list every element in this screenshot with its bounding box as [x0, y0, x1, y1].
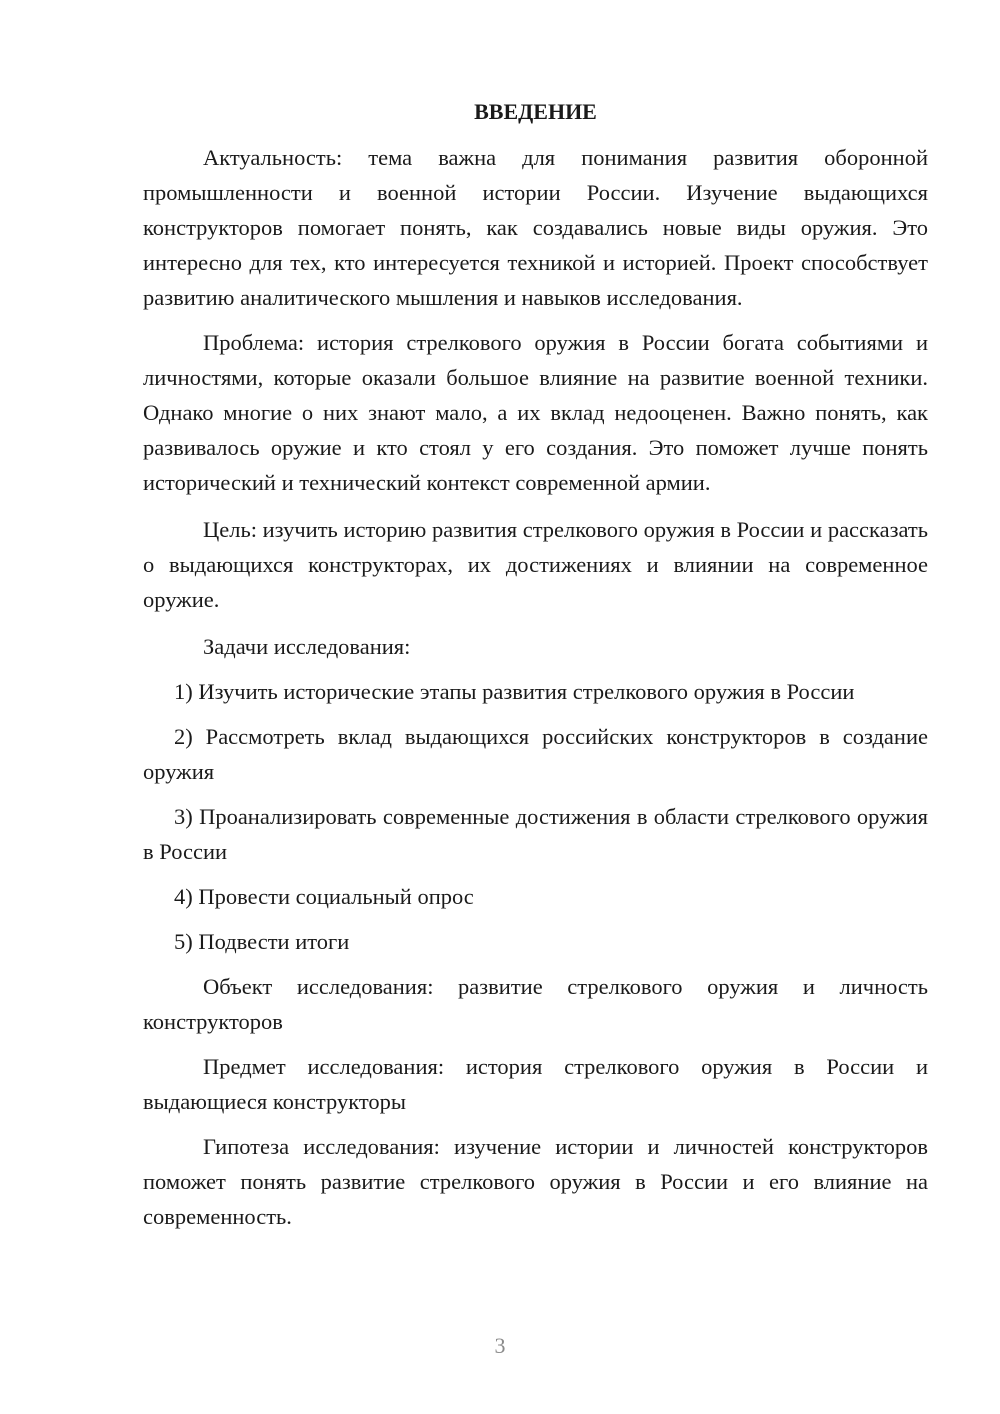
page-content — [143, 94, 928, 1244]
paragraph-hypothesis: Гипотеза исследования: изучение истории и личностей конструкторов поможет понять развитие стрелкового оружия в России и его влияние на современность. — [143, 1134, 928, 1229]
paragraph-relevance: Актуальность: тема важна для понимания развития оборонной промышленности и военной истории России. Изучение выдающихся конструкторов помогает понять, как создавались новые виды оружия. Это интересно для тех, кто интересуется техникой и историей. Проект способствует развитию аналитического мышления и навыков исследования. — [143, 145, 928, 310]
list-item: 3) Проанализировать современные достижения в области стрелкового оружия в России — [143, 804, 928, 864]
paragraph-goal: Цель: изучить историю развития стрелкового оружия в России и рассказать о выдающихся конструкторах, их достижениях и влиянии на современное оружие. — [143, 517, 928, 612]
tasks-intro: Задачи исследования: — [203, 634, 411, 659]
section-heading: ВВЕДЕНИЕ — [474, 99, 597, 124]
list-item: 5) Подвести итоги — [174, 929, 350, 954]
paragraph-subject: Предмет исследования: история стрелкового оружия в России и выдающиеся конструкторы — [143, 1054, 928, 1114]
list-item: 2) Рассмотреть вклад выдающихся российских конструкторов в создание оружия — [143, 724, 928, 784]
list-item: 4) Провести социальный опрос — [174, 884, 474, 909]
paragraph-problem: Проблема: история стрелкового оружия в России богата событиями и личностями, которые оказали большое влияние на развитие военной техники. Однако многие о них знают мало, а их вклад недооценен. Важно понять, как развивалось оружие и кто стоял у его создания. Это поможет лучше понять исторический и технический контекст современной армии. — [143, 330, 928, 495]
tasks-list — [143, 674, 928, 959]
paragraph-object: Объект исследования: развитие стрелкового оружия и личность конструкторов — [143, 974, 928, 1034]
list-item: 1) Изучить исторические этапы развития стрелкового оружия в России — [174, 679, 855, 704]
page-number: 3 — [494, 1333, 506, 1358]
